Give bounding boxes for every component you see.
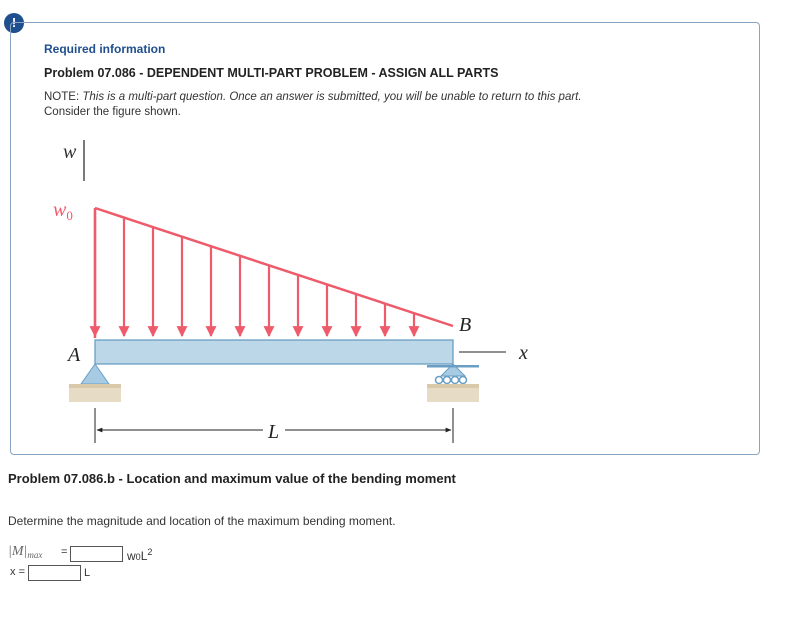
note: [44, 90, 582, 120]
mmax-equals: =: [61, 546, 68, 558]
beam: [95, 340, 453, 364]
x-axis-label: x: [519, 342, 528, 364]
w0-label: $w_0$: [53, 199, 73, 223]
distributed-load-arrows: [95, 211, 414, 336]
mmax-unit: $w0L^2$: [127, 547, 153, 563]
note-text: This is a multi-part question. Once an answer is submitted, you will be unable to return to this part.: [82, 91, 582, 103]
point-b-label: B: [459, 314, 472, 336]
part-instruction: Determine the magnitude and location of the maximum bending moment.: [8, 514, 396, 528]
x-unit: L: [84, 567, 91, 579]
pin-support-a: [69, 364, 121, 402]
beam-figure: [41, 133, 528, 458]
problem-title: Problem 07.086 - DEPENDENT MULTI-PART PROBLEM - ASSIGN ALL PARTS: [44, 66, 499, 80]
mmax-label: $|M|_{max}$: [8, 544, 43, 560]
length-label: L: [268, 421, 280, 443]
load-top-edge: [95, 208, 453, 326]
alert-icon: !: [4, 13, 24, 33]
length-dimension: [95, 408, 453, 443]
required-information-heading: Required information: [44, 42, 166, 56]
x-label: x =: [10, 566, 25, 578]
x-input[interactable]: [28, 565, 81, 581]
part-title: Problem 07.086.b - Location and maximum value of the bending moment: [8, 471, 456, 486]
figure-instruction: Consider the figure shown.: [44, 106, 181, 118]
mmax-input[interactable]: [70, 546, 123, 562]
roller-support-b: [427, 364, 479, 402]
required-information-panel: [10, 22, 760, 455]
w-axis-label: w: [63, 141, 77, 163]
note-prefix: NOTE:: [44, 91, 83, 103]
point-a-label: A: [68, 344, 81, 366]
